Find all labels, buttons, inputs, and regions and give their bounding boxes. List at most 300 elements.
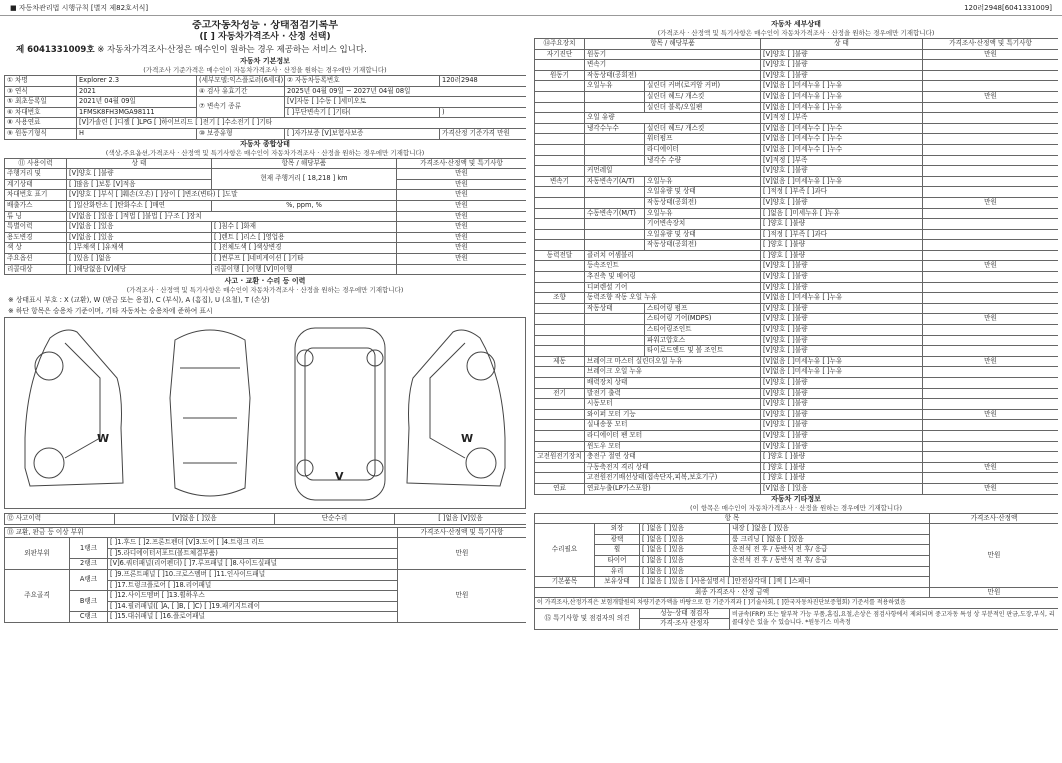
field-label: ⑤ 최초등록일 (5, 97, 77, 108)
check-status: [V]양호 [ ]불량 (761, 399, 923, 410)
table-row (535, 219, 1059, 230)
damage-mark-underbody: V (335, 470, 344, 484)
check-item: 오일 유량 (585, 113, 761, 124)
check-status: [V]없음 [ ]미세누유 [ ]누유 (761, 91, 923, 102)
row-status: [ ]일산화탄소 [ ]탄화수소 [ ]매연 (67, 200, 212, 211)
row-label: 보유상태 (595, 577, 640, 588)
damage-mark-left-door: W (97, 432, 110, 446)
field-value: 1FMSK8FH3MGA98111 (77, 107, 197, 118)
row-price (923, 208, 1058, 219)
check-item (585, 325, 645, 336)
part-list: [ ]12.사이드멤버 [ ]13.휠하우스 (108, 591, 398, 602)
damage-mark-right-quarter: W (461, 432, 474, 446)
row-price (397, 264, 527, 275)
row-status: [ ]없음 [ ]있음 (640, 555, 730, 566)
device-group (535, 155, 585, 166)
device-group (535, 430, 585, 441)
check-subitem: 스티어링 펌프 (645, 303, 761, 314)
row-label: 내장 (732, 524, 745, 533)
table-row (535, 608, 1059, 619)
column-header: ⑬ 교환, 판금 등 이상 부위 (5, 527, 398, 538)
device-group (535, 134, 585, 145)
check-subitem: 오일유량 및 상태 (645, 229, 761, 240)
row-price (923, 378, 1058, 389)
check-subitem: 작동상태(공회전) (645, 240, 761, 251)
check-status: [V]양호 [ ]불량 (761, 49, 923, 60)
row-status: [ ]없음 [ ]있음 [ ]사용설명서 [ ]안전삼각대 [ ]잭 [ ]스패너 (640, 577, 930, 588)
table-row (535, 282, 1059, 293)
right-column (534, 20, 1058, 759)
device-group (535, 462, 585, 473)
check-status: [V]적정 [ ]부족 (761, 155, 923, 166)
check-item: 디퍼렌셜 기어 (585, 282, 761, 293)
rank-label: 2랭크 (70, 559, 108, 570)
table-row (535, 261, 1059, 272)
check-status: [V]없음 [ ]미세누유 [ ]누유 (761, 293, 923, 304)
field-value: [V]자동 [ ]수동 [ ]세미오토 (285, 97, 527, 108)
table-row (5, 128, 527, 139)
check-status: [V]양호 [ ]불량 (761, 409, 923, 420)
table-row (5, 253, 527, 264)
device-group (535, 420, 585, 431)
table-row (535, 123, 1059, 134)
field-label: ① 차명 (5, 76, 77, 87)
column-header: 상 태 (761, 39, 923, 50)
device-group (535, 314, 585, 325)
column-header: 항 목 (535, 513, 930, 524)
check-item: 브레이크 오일 누유 (585, 367, 761, 378)
column-header: 항목 / 해당부품 (212, 158, 397, 169)
field-value: ) (440, 107, 527, 118)
table-row (535, 587, 1059, 598)
row-price (923, 123, 1058, 134)
table-row (535, 346, 1059, 357)
check-item (585, 335, 645, 346)
device-group (535, 91, 585, 102)
check-subitem: 기어변속장치 (645, 219, 761, 230)
row-price: 만원 (923, 261, 1058, 272)
check-item: 구동축전지 격리 상태 (585, 462, 761, 473)
check-item: 와이퍼 모터 기능 (585, 409, 761, 420)
other-info-title: 자동차 기타정보 (771, 494, 821, 503)
check-item: 충전구 절연 상태 (585, 452, 761, 463)
row-price: 만원 (923, 91, 1058, 102)
check-item: 시동모터 (585, 399, 761, 410)
check-item: 냉각수누수 (585, 123, 645, 134)
check-item: 변속기 (585, 60, 761, 71)
field-value: Explorer 2.3 (77, 76, 197, 87)
rank-label: 1랭크 (70, 538, 108, 559)
row-status: [V]없음 [ ]있음 (67, 232, 212, 243)
check-item (585, 314, 645, 325)
part-list: [ ]1.후드 [ ]2.프론트펜더 [V]3.도어 [ ]4.트렁크 리드 (108, 538, 398, 549)
check-subitem: 실린더 커버(로커암 커버) (645, 81, 761, 92)
table-row (535, 325, 1059, 336)
detail-note: (가격조사 · 산정액 및 특기사항은 매수인이 자동차가격조사 · 산정을 원하는 경우에만 기재합니다) (657, 29, 935, 37)
row-label: 차대번호 표기 (5, 190, 67, 201)
row-price: 만원 (923, 197, 1058, 208)
row-price (923, 60, 1058, 71)
check-status: [V]적정 [ ]부족 (761, 113, 923, 124)
check-subitem: 라디에이터 (645, 144, 761, 155)
row-price (923, 176, 1058, 187)
check-item: 오일누유 (585, 81, 645, 92)
device-group (535, 272, 585, 283)
row-price (923, 325, 1058, 336)
check-item: 연료누출(LP가스포함) (585, 483, 761, 494)
table-row (5, 169, 527, 180)
row-price (923, 155, 1058, 166)
form-reference: ■ 자동차관리법 시행규칙 [별지 제82호서식] (10, 3, 149, 12)
table-row (535, 524, 1059, 535)
row-price: 만원 (923, 462, 1058, 473)
row-item: 현재 주행거리 [ 18,218 ] km (212, 169, 397, 190)
device-group (535, 81, 585, 92)
row-price (923, 187, 1058, 198)
row-status: [ ]없음 [ ]있음 (640, 534, 730, 545)
row-label: 유리 (595, 566, 640, 577)
table-row (535, 483, 1059, 494)
row-price: 만원 (397, 243, 527, 254)
device-group (535, 325, 585, 336)
part-list: [ ]15.대쉬패널 [ ]16.플로어패널 (108, 612, 398, 623)
row-price: 만원 (398, 570, 526, 623)
appraiser-label: 가격·조사 산정자 (640, 619, 730, 630)
part-list: [ ]17.트렁크플로어 [ ]18.리어패널 (108, 580, 398, 591)
basic-info-table (4, 75, 526, 140)
check-subitem: 워터펌프 (645, 134, 761, 145)
check-status: [ ]적정 [ ]부족 [ ]과다 (761, 229, 923, 240)
document-number-line (4, 43, 526, 57)
row-status: [V]없음 [ ]있음 (115, 514, 275, 525)
status-table (4, 158, 526, 276)
check-item: 클러치 어셈블리 (585, 250, 761, 261)
column-header: 상 태 (67, 158, 212, 169)
device-group (535, 441, 585, 452)
column-header: 가격조사·산정액 및 특기사항 (398, 527, 526, 538)
check-item (585, 240, 645, 251)
final-price-label: 최종 가격조사 · 산정 금액 (535, 587, 930, 598)
row-status: [V]없음 [ ]있음 (67, 222, 212, 233)
part-list: [ ]14.필러패널([ ]A, [ ]B, [ ]C) [ ]19.패키지트레이 (108, 601, 398, 612)
check-status: [V]양호 [ ]불량 (761, 60, 923, 71)
row-status: [ ]없음 [ ]있음 (640, 566, 730, 577)
rank-label: C랭크 (70, 612, 108, 623)
row-status: [ ]없음 [ ]있음 (640, 524, 730, 535)
table-row (535, 155, 1059, 166)
check-status: [V]없음 [ ]미세누유 [ ]누유 (761, 81, 923, 92)
check-status: [V]양호 [ ]불량 (761, 441, 923, 452)
row-item: [ ]전체도색 [ ]색상변경 (212, 243, 397, 254)
row-price: 만원 (397, 169, 527, 180)
table-row (535, 102, 1059, 113)
row-price (923, 367, 1058, 378)
table-row (535, 81, 1059, 92)
device-group (535, 113, 585, 124)
check-item (585, 155, 645, 166)
device-group (535, 303, 585, 314)
row-label: 계기상태 (5, 179, 67, 190)
table-row (535, 197, 1059, 208)
device-group: 동력전달 (535, 250, 585, 261)
check-status: [V]양호 [ ]불량 (761, 346, 923, 357)
table-row (535, 314, 1059, 325)
field-value: [ ]무단변속기 [ ]기타( (285, 107, 440, 118)
status-note: (색상,주요옵션,가격조사 · 산정액 및 특기사항은 매수인이 자동차가격조사 · 산정을 원하는 경우에만 기재합니다) (105, 148, 425, 157)
table-row (5, 211, 527, 222)
device-group: 연료 (535, 483, 585, 494)
row-price (923, 219, 1058, 230)
device-group (535, 187, 585, 198)
check-item (585, 91, 645, 102)
table-row (5, 264, 527, 275)
field-value: [ ]자가보증 [V]보험사보증 (285, 128, 440, 139)
row-status: [ ]없음 [ ]있음 (761, 534, 804, 543)
check-status: [V]양호 [ ]불량 (761, 282, 923, 293)
row-label: 광택 (595, 534, 640, 545)
table-row (535, 144, 1059, 155)
row-label: 휠 (595, 545, 640, 556)
check-item: 등속조인트 (585, 261, 761, 272)
table-row (535, 399, 1059, 410)
table-row (535, 430, 1059, 441)
column-header: ⑪ 사용이력 (5, 158, 67, 169)
check-subitem: 타이로드엔드 및 볼 조인트 (645, 346, 761, 357)
device-group: 전기 (535, 388, 585, 399)
check-status: [V]없음 [ ]미세누수 [ ]누수 (761, 134, 923, 145)
row-status: [V]없음 [ ]있음 [ ]적법 [ ]불법 [ ]구조 [ ]장치 (67, 211, 397, 222)
field-label: ⑧ 사용연료 (5, 118, 77, 129)
table-header-row (535, 513, 1059, 524)
row-price: 만원 (397, 190, 527, 201)
device-group (535, 144, 585, 155)
check-item (585, 187, 645, 198)
car-damage-diagram (4, 317, 526, 509)
row-price: 만원 (923, 49, 1058, 60)
check-item: 작동상태 (585, 303, 645, 314)
rank-label: A랭크 (70, 570, 108, 591)
check-subitem: 파워고압호스 (645, 335, 761, 346)
table-row (535, 462, 1059, 473)
row-status: 운전석 전 후 / 동반석 전 후/ 응급 (730, 545, 930, 556)
check-status: [V]양호 [ ]불량 (761, 420, 923, 431)
row-price: 만원 (397, 211, 527, 222)
row-price (923, 346, 1058, 357)
row-price (923, 144, 1058, 155)
field-value: (세부모델:익스플로러(6세대) (197, 76, 285, 87)
table-row (5, 222, 527, 233)
check-status: [ ]없음 [ ]미세누유 [ ]누유 (761, 208, 923, 219)
table-row (535, 420, 1059, 431)
table-row (535, 240, 1059, 251)
row-label: 룸 크리닝 (732, 534, 760, 543)
row-status: [ ]있음 [ ]없음 (67, 253, 212, 264)
row-label: 주행거리 및 (5, 169, 67, 180)
row-price: 만원 (397, 179, 527, 190)
device-group (535, 346, 585, 357)
table-row (535, 378, 1059, 389)
exchange-table (4, 527, 526, 623)
check-subitem: 스티어링조인트 (645, 325, 761, 336)
accident-history-table (4, 513, 526, 525)
top-header (0, 0, 1062, 16)
column-header: 항목 / 해당부품 (585, 39, 761, 50)
field-value (440, 128, 527, 139)
check-status: [V]양호 [ ]불량 (761, 378, 923, 389)
row-price (923, 240, 1058, 251)
column-header: 가격조사·산정액 및 특기사항 (923, 39, 1058, 50)
price-basis-label: 가격산정 기준가격 (442, 128, 496, 137)
row-price: 만원 (923, 314, 1058, 325)
row-price: 만원 (397, 222, 527, 233)
check-item: 윈도우 모터 (585, 441, 761, 452)
table-header-row (535, 39, 1059, 50)
table-row (535, 60, 1059, 71)
table-row (5, 538, 527, 549)
inspector-label: 성능·상태 점검자 (640, 608, 730, 619)
field-label: ⑦ 변속기 종류 (197, 97, 285, 118)
table-row (535, 208, 1059, 219)
table-header-row (5, 527, 527, 538)
row-status: 운전석 전 후 / 동반석 전 후/ 응급 (730, 555, 930, 566)
row-price: 만원 (923, 409, 1058, 420)
check-subitem: 실린더 블록/오일팬 (645, 102, 761, 113)
base-note: ※ 하단 항목은 승용차 기준이며, 기타 자동차는 승용차에 준하여 표시 (8, 307, 213, 316)
row-price (923, 250, 1058, 261)
field-label: ⑨ 원동기형식 (5, 128, 77, 139)
inspector-remarks: 비금속(FRP) 또는 탈부착 가능 부품,흠집,요철,손상은 점검사항에서 제외되며 중고자동 특성 상 부분적인 판금,도장,부식, 리콜대상은 있을 수 있습니다. *원동기스 미측정 (730, 608, 1059, 629)
table-row (5, 200, 527, 211)
device-group: 원동기 (535, 70, 585, 81)
row-label: 타이어 (595, 555, 640, 566)
field-value: H (77, 128, 197, 139)
check-status: [V]양호 [ ]불량 (761, 314, 923, 325)
check-item: 수동변속기(M/T) (585, 208, 645, 219)
table-row (535, 367, 1059, 378)
row-price (923, 473, 1058, 484)
check-status: [ ]양호 [ ]불량 (761, 240, 923, 251)
table-row (535, 388, 1059, 399)
device-group (535, 261, 585, 272)
detail-title: 자동차 세부상태 (771, 20, 821, 28)
check-item: 추진축 및 베어링 (585, 272, 761, 283)
device-group (535, 208, 585, 219)
device-group (535, 282, 585, 293)
field-value: 2021 (77, 86, 197, 97)
row-item: 리콜이행 [ ]이행 [V]미이행 (212, 264, 397, 275)
device-group (535, 473, 585, 484)
table-row (5, 97, 527, 108)
table-row (535, 335, 1059, 346)
field-label: ③ 연식 (5, 86, 77, 97)
check-status: [V]없음 [ ]미세누유 [ ]누유 (761, 356, 923, 367)
row-status: [V]양호 [ ]불량 (67, 169, 212, 180)
row-price: 만원 (397, 232, 527, 243)
basic-info-title: 자동차 기본정보 (240, 57, 290, 65)
row-label: 배출가스 (5, 200, 67, 211)
row-status: [ ]없음 [ ]있음 (746, 524, 789, 533)
check-subitem: 스티어링 기어(MDPS) (645, 314, 761, 325)
device-group (535, 166, 585, 177)
check-status: [V]양호 [ ]불량 (761, 388, 923, 399)
field-label: ⑥ 차대번호 (5, 107, 77, 118)
device-group (535, 219, 585, 230)
device-group (535, 399, 585, 410)
row-status: [ ]많음 [ ]보통 [V]적음 (67, 179, 212, 190)
group-label: 외판부위 (5, 538, 70, 570)
table-row (535, 176, 1059, 187)
check-item (585, 346, 645, 357)
row-label: 특별이력 (5, 222, 67, 233)
check-item: 발전기 출력 (585, 388, 761, 399)
row-price (923, 282, 1058, 293)
row-price (923, 293, 1058, 304)
row-label: 주요옵션 (5, 253, 67, 264)
document-number: 제 6041331009호 (16, 45, 95, 55)
row-price (923, 70, 1058, 81)
table-row (5, 570, 527, 581)
check-status: [ ]양호 [ ]불량 (761, 452, 923, 463)
accident-title: 사고 · 교환 · 수리 등 이력 (224, 277, 306, 286)
group-label: 수리필요 (535, 524, 595, 577)
document-reference: 120러2948[6041331009] (964, 3, 1052, 12)
check-item (585, 102, 645, 113)
row-price (923, 102, 1058, 113)
row-price (923, 420, 1058, 431)
row-price (923, 388, 1058, 399)
part-list: [ ]5.라디에이터서포트(볼트체결부품) (108, 548, 398, 559)
check-item: 라디에이터 팬 모터 (585, 430, 761, 441)
row-price (923, 229, 1058, 240)
check-status: [V]양호 [ ]불량 (761, 303, 923, 314)
device-group: 조향 (535, 293, 585, 304)
row-status: [ ]무채색 [ ]유채색 (67, 243, 212, 254)
check-item (585, 144, 645, 155)
device-group: 자기진단 (535, 49, 585, 60)
table-header-row (5, 158, 527, 169)
check-status: [V]없음 [ ]미세누수 [ ]누수 (761, 123, 923, 134)
check-status: [V]없음 [ ]있음 (761, 483, 923, 494)
row-item: [ ]썬루프 [ ]네비게이션 [ ]기타 (212, 253, 397, 264)
row-item: %, ppm, % (212, 200, 397, 211)
table-row (535, 303, 1059, 314)
device-group (535, 367, 585, 378)
device-group: 제동 (535, 356, 585, 367)
field-value: [V]가솔린 [ ]디젤 [ ]LPG [ ]하이브리드 [ ]전기 [ ]수소전기 [ ]기타 (77, 118, 527, 129)
row-label: 리콜대상 (5, 264, 67, 275)
table-row (535, 356, 1059, 367)
table-row (535, 134, 1059, 145)
table-row (535, 409, 1059, 420)
row-price: 만원 (923, 483, 1058, 494)
check-status: [ ]적정 [ ]부족 [ ]과다 (761, 187, 923, 198)
table-row (5, 232, 527, 243)
table-row (5, 118, 527, 129)
part-list: [V]6.쿼터패널(리어펜더) [ ]7.루프패널 [ ]8.사이드실패널 (108, 559, 398, 570)
check-status: [V]없음 [ ]미세누유 [ ]누유 (761, 367, 923, 378)
basic-info-note: (가격조사 기준가격은 매수인이 자동차가격조사 · 산정을 원하는 경우에만 기재합니다) (143, 66, 387, 74)
field-label: ② 자동차등록번호 (285, 76, 440, 87)
group-label: 주요골격 (5, 570, 70, 623)
row-label: 튜 닝 (5, 211, 67, 222)
check-status: [V]없음 [ ]미세누유 [ ]누유 (761, 102, 923, 113)
symbol-note: ※ 상태표시 부호 : X (교환), W (판금 또는 용접), C (부식), A (흠집), U (요철), T (손상) (8, 296, 270, 305)
device-group (535, 335, 585, 346)
detail-status-table (534, 38, 1058, 495)
check-item (585, 134, 645, 145)
check-subitem: 실린더 헤드/ 개스킷 (645, 91, 761, 102)
check-status: [V]양호 [ ]불량 (761, 197, 923, 208)
